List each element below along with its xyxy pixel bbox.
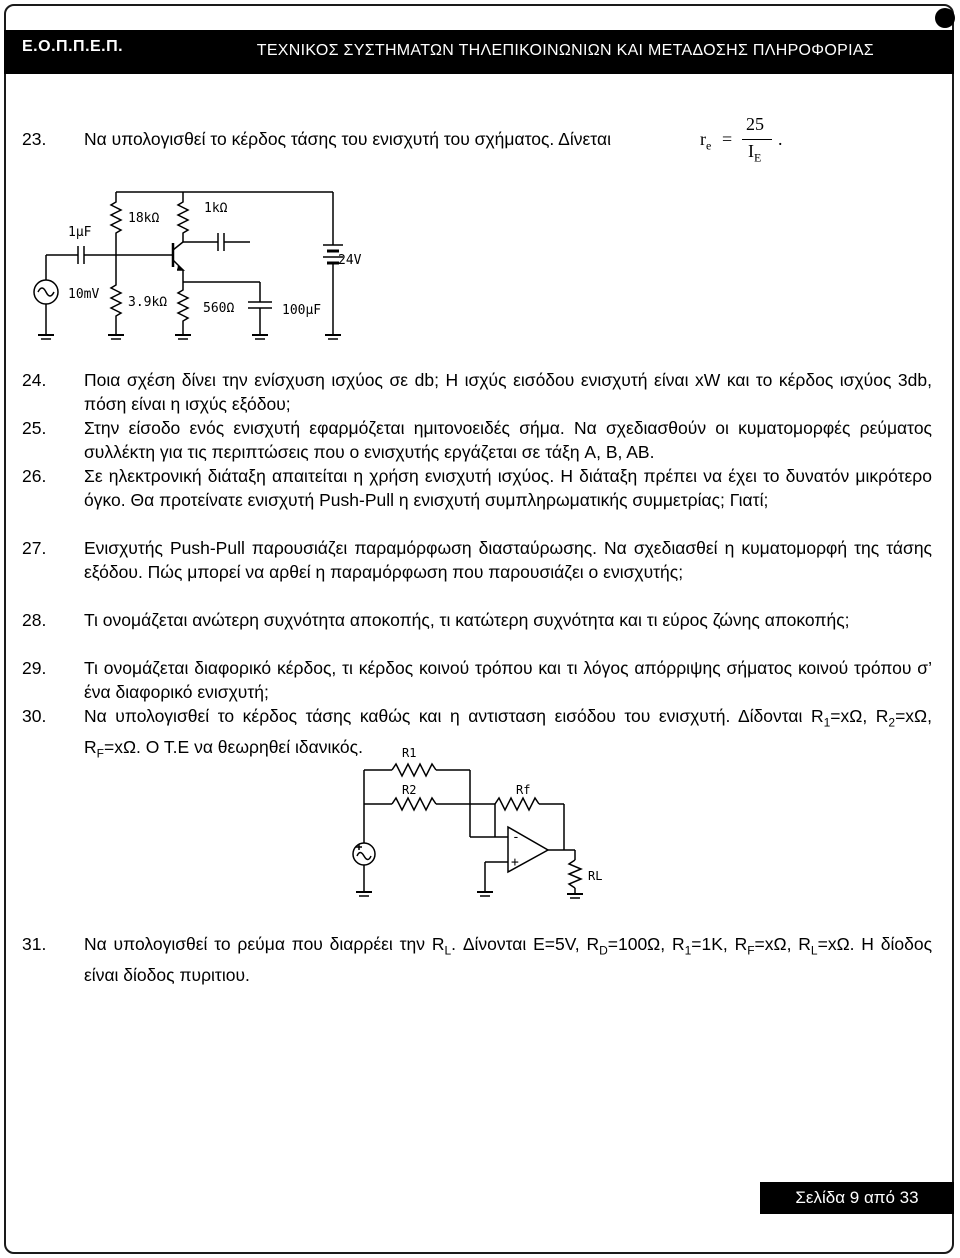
question-31 xyxy=(22,932,932,987)
formula-numerator: 25 xyxy=(746,114,764,134)
ground-symbols xyxy=(38,335,341,339)
re-formula xyxy=(700,112,790,172)
question-text: Ποια σχέση δίνει την ενίσχυση ισχύος σε db; Η ισχύς εισόδου ενισχυτή είναι xW και το κέρδος ισχύος 3db, πόση είναι η ισχύς εξόδου; xyxy=(84,370,932,414)
question-number: 23. xyxy=(22,129,47,149)
question-number: 26. xyxy=(22,466,47,486)
label-vin: 10mV xyxy=(68,287,100,302)
question-number: 29. xyxy=(22,658,47,678)
label-r2: 1kΩ xyxy=(204,201,228,216)
question-number: 31. xyxy=(22,934,47,954)
label-c2: 100μF xyxy=(282,303,322,318)
page-number-footer: Σελίδα 9 από 33 xyxy=(760,1182,954,1214)
label-vcc: 24V xyxy=(338,253,362,268)
question-27 xyxy=(22,536,932,584)
label-rl: RL xyxy=(588,869,603,883)
header-org: Ε.Ο.Π.Π.Ε.Π. xyxy=(22,38,124,55)
question-25 xyxy=(22,416,932,464)
page-header xyxy=(4,30,954,74)
formula-denominator: $I_E$ xyxy=(748,141,762,165)
question-28 xyxy=(22,608,932,632)
question-number: 25. xyxy=(22,418,47,438)
question-text: Στην είσοδο ενός ενισχυτή εφαρμόζεται ημιτονοειδές σήμα. Να σχεδιασθούν οι κυματομορφές ρεύματος συλλέκτη για τις περιπτώσεις που ο ενισχυτής εργάζεται σε τάξη A, B, AB. xyxy=(84,418,932,462)
label-r1: 18kΩ xyxy=(128,211,160,226)
question-text: Τι ονομάζεται διαφορικό κέρδος, τι κέρδος κοινού τρόπου και τι λόγος απόρριψης σήματος κοινού τρόπου σ’ ένα διαφορικό ενισχυτή; xyxy=(84,658,932,702)
question-text: Να υπολογισθεί το κέρδος τάσης καθώς και η αντισταση εισόδου του ενισχυτή. Δίδονται $R_1=x\Omega$, $R_2=x\Omega$, $R_F=x\Omega$. Ο Τ.Ε να θεωρηθεί ιδανικός. xyxy=(84,706,932,760)
formula-period: . xyxy=(778,129,783,149)
question-23 xyxy=(22,127,932,151)
question-text: Ενισχυτής Push-Pull παρουσιάζει παραμόρφωση διασταύρωσης. Να σχεδιασθεί η κυματομορφή της τάσης εξόδου. Πώς μπορεί να αρθεί η παραμόρφωση που παρουσιάζει ο ενισχυτής; xyxy=(84,538,932,582)
formula-equals: = xyxy=(722,129,733,149)
question-number: 27. xyxy=(22,538,47,558)
question-29 xyxy=(22,656,932,704)
label-r2: R2 xyxy=(402,783,417,797)
label-noninverting: + xyxy=(511,855,519,870)
label-c1: 1μF xyxy=(68,225,92,240)
header-corner-dot xyxy=(935,8,955,28)
question-text: Τι ονομάζεται ανώτερη συχνότητα αποκοπής, τι κατώτερη συχνότητα και τι εύρος ζώνης αποκοπής; xyxy=(84,610,850,630)
question-text: Να υπολογισθεί το κέρδος τάσης του ενισχυτή του σχήματος. Δίνεται xyxy=(84,129,611,149)
label-r4: 560Ω xyxy=(203,301,235,316)
question-text: Σε ηλεκτρονική διάταξη απαιτείται η χρήση ενισχυτή ισχύος. Η διάταξη πρέπει να έχει το δυνατόν μικρότερο όγκο. Θα προτείνατε ενισχυτή Push-Pull η ενισχυτή συμπληρωματικής συμμετρίας; Γιατί; xyxy=(84,466,932,510)
label-inverting: - xyxy=(512,830,520,845)
question-number: 30. xyxy=(22,706,47,726)
label-r3: 3.9kΩ xyxy=(128,295,168,310)
formula-re: $r_e$ xyxy=(700,129,712,153)
question-number: 28. xyxy=(22,610,47,630)
label-r1: R1 xyxy=(402,746,417,760)
fraction-bar xyxy=(742,139,772,140)
question-text: Να υπολογισθεί το ρεύμα που διαρρέει την $R_L$. Δίνονται E=5V, $R_D=100\Omega$, $R_1=1K$, $R_F=x\Omega$, $R_L=x\Omega$. Η δίοδος είναι δίοδος πυριτιου. xyxy=(84,934,933,985)
question-26 xyxy=(22,464,932,512)
amplifier-circuit-diagram xyxy=(28,180,373,355)
header-title: ΤΕΧΝΙΚΟΣ ΣΥΣΤΗΜΑΤΩΝ ΤΗΛΕΠΙΚΟΙΝΩΝΙΩΝ ΚΑΙ ΜΕΤΑΔΟΣΗΣ ΠΛΗΡΟΦΟΡΙΑΣ xyxy=(256,42,874,59)
opamp-circuit-diagram xyxy=(340,742,640,914)
question-number: 24. xyxy=(22,370,47,390)
label-rf: Rf xyxy=(516,783,531,797)
question-24 xyxy=(22,368,932,416)
